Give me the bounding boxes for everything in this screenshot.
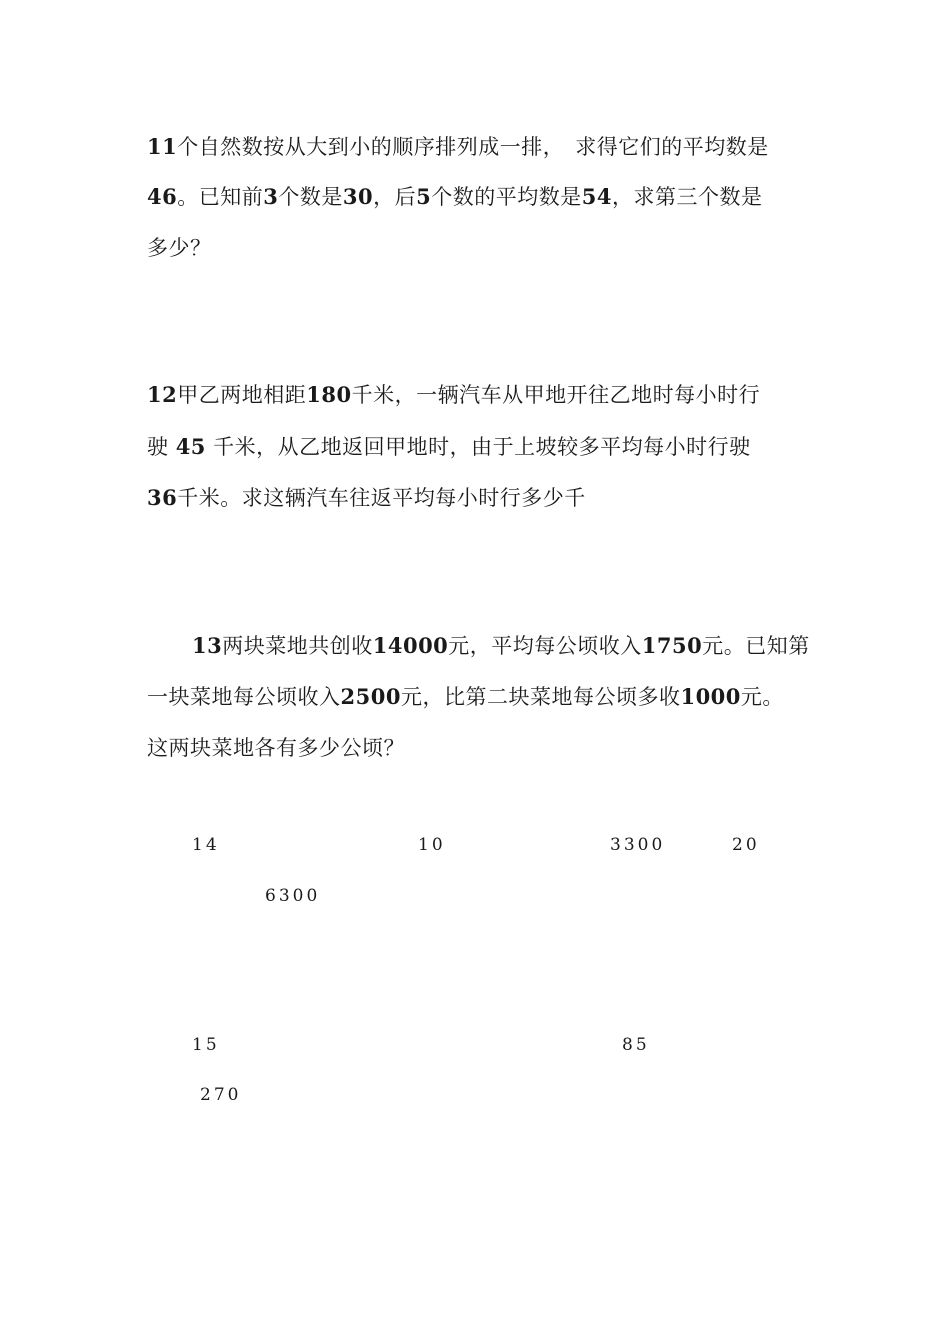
problem-12-line-2: 驶 45 千米，从乙地返回甲地时，由于上坡较多平均每小时行驶 [147,434,751,459]
problem-11-line-3: 多少？ [147,236,212,260]
problem-11-line-2: 46。已知前3个数是30，后5个数的平均数是54，求第三个数是 [147,184,763,209]
problem-14-segment-4: 20 [732,835,760,855]
problem-12-line-1: 12甲乙两地相距180千米，一辆汽车从甲地开往乙地时每小时行 [147,382,761,407]
problem-13-line-2: 一块菜地每公顷收入2500元，比第二块菜地每公顷多收1000元。 [147,684,784,709]
problem-15-segment-1: 15 [192,1035,220,1055]
problem-15-segment-2: 85 [622,1035,650,1055]
problem-13-line-3: 这两块菜地各有多少公顷？ [147,736,405,760]
problem-14-segment-2: 10 [418,835,446,855]
problem-14-segment-5: 6300 [265,886,321,906]
problem-15-segment-3: 270 [200,1085,242,1105]
problem-14-segment-1: 14 [192,835,220,855]
problem-11-line-1: 11个自然数按从大到小的顺序排列成一排， 求得它们的平均数是 [147,134,769,159]
problem-13-line-1: 13两块菜地共创收14000元，平均每公顷收入1750元。已知第 [192,633,810,658]
problem-12-line-3: 36千米。求这辆汽车往返平均每小时行多少千 [147,485,586,510]
problem-14-segment-3: 3300 [610,835,666,855]
